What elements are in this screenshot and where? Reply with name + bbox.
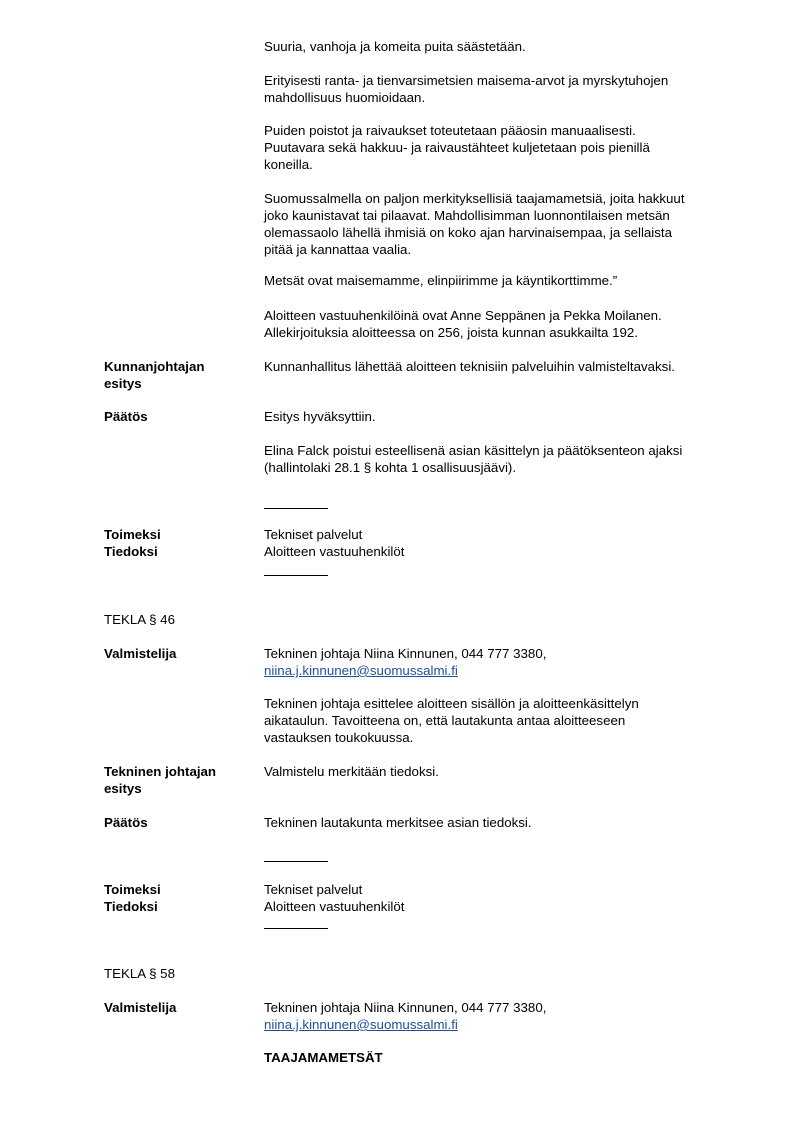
intro-paragraph-3	[264, 122, 739, 173]
label-line: Kunnanjohtajan	[104, 359, 205, 374]
separator-rule	[264, 861, 328, 862]
valmistelija-info	[264, 999, 739, 1033]
intro-paragraph-1	[264, 38, 739, 55]
intro-paragraph-2	[264, 72, 739, 106]
text-line: Aloitteen vastuuhenkilöinä ovat Anne Seppänen ja Pekka Moilanen.	[264, 308, 662, 323]
section-title: TAAJAMAMETSÄT	[264, 1050, 383, 1065]
text-line: Puiden poistot ja raivaukset toteutetaan pääosin manuaalisesti.	[264, 123, 636, 138]
text-line: koneilla.	[264, 157, 313, 172]
text-line: Allekirjoituksia aloitteessa on 256, joista kunnan asukkailta 192.	[264, 325, 639, 340]
separator-rule	[264, 508, 328, 509]
text-line: Suomussalmella on paljon merkityksellisiä taajamametsiä, joita hakkuut	[264, 191, 685, 206]
tekla-46-heading: TEKLA § 46	[104, 612, 175, 627]
paatos-text: Tekninen lautakunta merkitsee asian tiedoksi.	[264, 815, 532, 830]
text-line: Erityisesti ranta- ja tienvarsimetsien maisema-arvot ja myrskytuhojen	[264, 73, 669, 88]
text-line: joko kaunistavat tai pilaavat. Mahdollisimman luonnontilaisen metsän	[264, 208, 670, 223]
text-line: vastauksen toukokuussa.	[264, 730, 414, 745]
valmistelija-info	[264, 645, 739, 679]
separator-rule	[264, 928, 328, 929]
text-line: Puutavara sekä hakkuu- ja raivaustähteet kuljetetaan pois pienillä	[264, 140, 650, 155]
intro-paragraph-6	[264, 307, 739, 341]
toimeksi-value: Tekniset palvelut	[264, 882, 363, 897]
valmistelija-label: Valmistelija	[104, 646, 177, 661]
separator-rule	[264, 575, 328, 576]
text-line: pitää ja kannattaa vaalia.	[264, 242, 412, 257]
valmistelija-text: Tekninen johtaja Niina Kinnunen, 044 777 3380,	[264, 1000, 547, 1015]
text-line: Elina Falck poistui esteellisenä asian käsittelyn ja päätöksenteon ajaksi	[264, 443, 683, 458]
tiedoksi-value: Aloitteen vastuuhenkilöt	[264, 899, 405, 914]
text-line: aikataulun. Tavoitteena on, että lautakunta antaa aloitteeseen	[264, 713, 626, 728]
tiedoksi-label: Tiedoksi	[104, 899, 158, 914]
email-link[interactable]: niina.j.kinnunen@suomussalmi.fi	[264, 663, 458, 678]
text-line: Suuria, vanhoja ja komeita puita säästetään.	[264, 39, 526, 54]
email-link[interactable]: niina.j.kinnunen@suomussalmi.fi	[264, 1017, 458, 1032]
tiedoksi-label: Tiedoksi	[104, 544, 158, 559]
toimeksi-value: Tekniset palvelut	[264, 527, 363, 542]
kunnanjohtaja-label	[104, 358, 254, 392]
tekla-58-heading: TEKLA § 58	[104, 966, 175, 981]
intro-paragraph-4	[264, 190, 739, 258]
text-line: olemassaolo lähellä ihmisiä on koko ajan harvinaisempaa, ja sellaista	[264, 225, 672, 240]
valmistelija-text: Tekninen johtaja Niina Kinnunen, 044 777 3380,	[264, 646, 547, 661]
jaavi-note	[264, 442, 739, 476]
paatos-label: Päätös	[104, 815, 148, 830]
tekla-46-description	[264, 695, 739, 746]
text-line: Tekninen johtaja esittelee aloitteen sisällön ja aloitteenkäsittelyn	[264, 696, 639, 711]
esitys-text: Valmistelu merkitään tiedoksi.	[264, 764, 439, 779]
paatos-text: Esitys hyväksyttiin.	[264, 409, 376, 424]
text-line: (hallintolaki 28.1 § kohta 1 osallisuusjäävi).	[264, 460, 517, 475]
label-line: Tekninen johtajan	[104, 764, 217, 779]
toimeksi-label: Toimeksi	[104, 882, 161, 897]
tiedoksi-value: Aloitteen vastuuhenkilöt	[264, 544, 405, 559]
text-line: mahdollisuus huomioidaan.	[264, 90, 426, 105]
kunnanjohtaja-text: Kunnanhallitus lähettää aloitteen teknisiin palveluihin valmisteltavaksi.	[264, 359, 675, 374]
text-line: Metsät ovat maisemamme, elinpiirimme ja käyntikorttimme.”	[264, 273, 618, 288]
valmistelija-label: Valmistelija	[104, 1000, 177, 1015]
label-line: esitys	[104, 781, 142, 796]
paatos-label: Päätös	[104, 409, 148, 424]
label-line: esitys	[104, 376, 142, 391]
intro-paragraph-5	[264, 272, 739, 289]
toimeksi-label: Toimeksi	[104, 527, 161, 542]
tekninen-johtaja-esitys-label	[104, 763, 254, 797]
